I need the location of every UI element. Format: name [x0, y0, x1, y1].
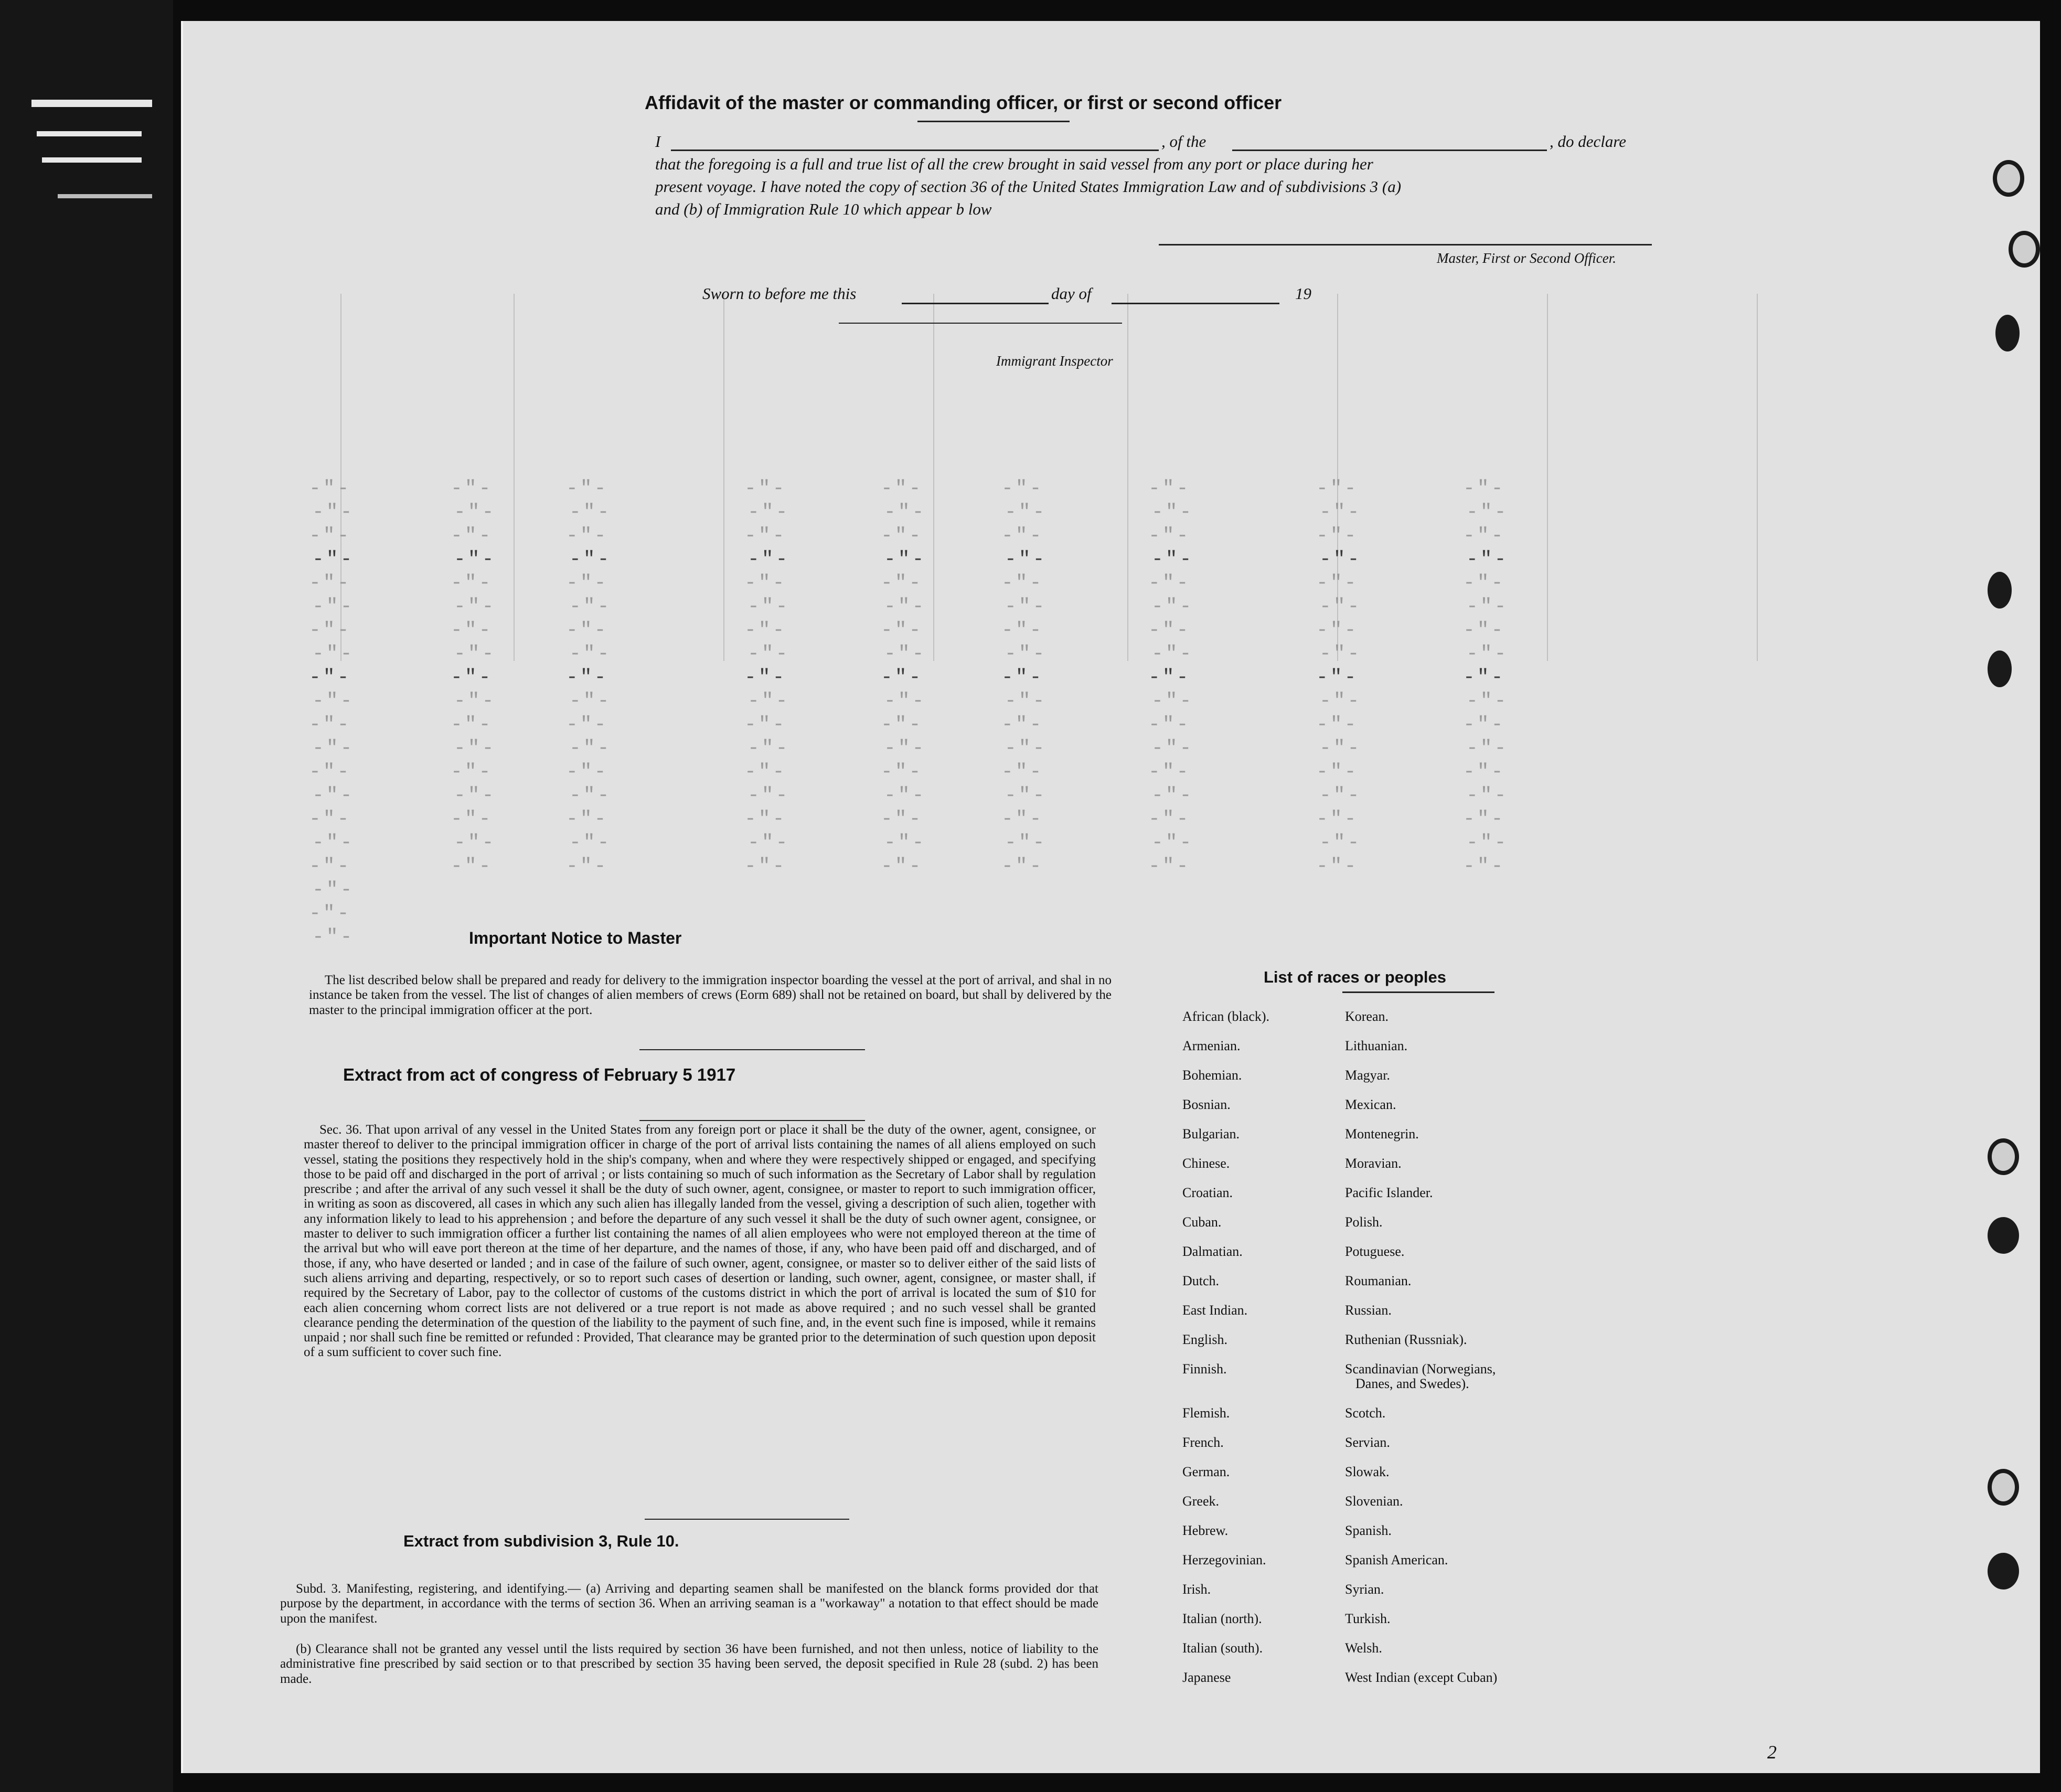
ditto-mark: -"-: [1151, 784, 1194, 807]
ditto-mark: -"-: [454, 690, 496, 712]
year-label: 19: [1295, 284, 1311, 303]
race-item: English.: [1182, 1332, 1227, 1347]
ditto-mark: -"-: [566, 619, 608, 642]
ditto-mark: -"-: [1148, 855, 1191, 878]
ditto-mark: -"-: [1148, 572, 1191, 594]
ditto-mark: -"-: [1319, 690, 1362, 712]
ditto-mark: -"-: [451, 855, 493, 878]
ditto-mark: -"-: [1466, 737, 1509, 760]
ditto-mark: -"-: [1319, 548, 1362, 571]
race-item: African (black).: [1182, 1009, 1270, 1024]
ditto-mark: -"-: [312, 784, 355, 807]
ditto-mark: -"-: [566, 761, 608, 783]
vessel-blank[interactable]: [1232, 150, 1547, 151]
race-item: Spanish.: [1345, 1523, 1392, 1538]
ditto-mark: -"-: [1319, 595, 1362, 618]
ditto-mark: -"-: [747, 737, 790, 760]
race-item: Turkish.: [1345, 1611, 1391, 1626]
inspector-label: Immigrant Inspector: [996, 353, 1113, 369]
ditto-mark: -"-: [1316, 572, 1359, 594]
race-item: Syrian.: [1345, 1582, 1384, 1597]
ditto-mark: -"-: [744, 855, 787, 878]
extract-rule-text-b: (b) Clearance shall not be granted any vessel until the lists required by section 36 have been furnished, and not then unless, notice of liability to the administrative fine prescribed by said section or to that prescribed by section 35 having been served, the deposit specified in Rule 28 (subd. 2) has been made.: [280, 1642, 1098, 1686]
ditto-mark: -"-: [454, 737, 496, 760]
ditto-mark: -"-: [451, 477, 493, 500]
race-item: Italian (south).: [1182, 1640, 1263, 1656]
ditto-mark: -"-: [1151, 690, 1194, 712]
ditto-mark: -"-: [1316, 808, 1359, 830]
ditto-mark: -"-: [451, 713, 493, 736]
ditto-mark: -"-: [566, 525, 608, 547]
ditto-mark: -"-: [747, 643, 790, 665]
affidavit-of-the: , of the: [1161, 132, 1206, 151]
ditto-mark: -"-: [569, 690, 612, 712]
race-item: Polish.: [1345, 1214, 1383, 1230]
ditto-mark: -"-: [454, 548, 496, 571]
ditto-mark: -"-: [1148, 477, 1191, 500]
ditto-mark: -"-: [1463, 619, 1505, 642]
ditto-mark: -"-: [312, 643, 355, 665]
ditto-mark: -"-: [747, 501, 790, 524]
ditto-mark: -"-: [1466, 690, 1509, 712]
ditto-mark: -"-: [309, 477, 351, 500]
races-column-2: [1345, 1002, 1618, 1692]
ditto-mark: -"-: [1316, 761, 1359, 783]
sworn-month-blank[interactable]: [1112, 303, 1279, 304]
affidavit-line-3: present voyage. I have noted the copy of section 36 of the United States Immigration Law and of subdivisions 3 (a): [655, 177, 1402, 196]
ditto-mark: -"-: [1001, 525, 1044, 547]
ditto-mark: -"-: [566, 666, 608, 689]
race-item: Irish.: [1182, 1582, 1211, 1597]
ditto-mark: -"-: [309, 619, 351, 642]
ditto-mark: -"-: [1151, 548, 1194, 571]
race-item: Bulgarian.: [1182, 1126, 1240, 1142]
ditto-mark: -"-: [881, 619, 923, 642]
binder-hole: [1988, 1469, 2019, 1506]
ditto-mark: -"-: [1148, 713, 1191, 736]
ditto-mark: -"-: [454, 784, 496, 807]
race-item: French.: [1182, 1435, 1224, 1450]
ditto-mark: -"-: [1463, 477, 1505, 500]
race-item: Moravian.: [1345, 1156, 1402, 1171]
extract-rule-text-a: Subd. 3. Manifesting, registering, and identifying.— (a) Arriving and departing seamen shall be manifested on the blanck forms provided dor that purpose by the department, in accordance with the terms of section 36. When an arriving seaman is a "workaway" a notation to that effect should be made upon the manifest.: [280, 1582, 1098, 1626]
ditto-mark: -"-: [566, 477, 608, 500]
ditto-mark: -"-: [451, 572, 493, 594]
ditto-mark: -"-: [1319, 737, 1362, 760]
ditto-mark: -"-: [569, 595, 612, 618]
extract-act-text: Sec. 36. That upon arrival of any vessel in the United States from any foreign port or place it shall be the duty of the owner, agent, consignee, or master thereof to deliver to the principal immigration officer in charge of the port of arrival lists containing the names of all aliens employed on such vessel, stating the positions they respectively hold in the ship's company, when and where they were respectively shipped or engaged, and specifying those to be paid off and discharged in the port of arrival ; or lists containing so much of such information as the Secretary of Labor shall by regulation prescribe ; and after the arrival of any such vessel it shall be the duty of such owner, agent, consignee, or master to report to such immigration officer, in writing as soon as discovered, all cases in which any such alien has illegally landed from the vessel, giving a description of such alien, together with any information likely to lead to his apprehension ; and before the departure of any such vessel it shall be the duty of such owner agent, consignee, or master to deliver to such immigration officer a further list containing the names of all alien employees who were not employed thereon at the time of the arrival but who will eave port thereon at the time of her departure, and the names of those, if any, who have been paid off and discharged, and of those, if any, who have deserted or landed ; and in case of the failure of such owner, agent, consignee, or master so to deliver either of the said lists of such aliens arriving and departing, respectively, or so to report such cases of desertion or landing, such owner, agent, consignee, or master shall, if required by the Secretary of Labor, pay to the collector of customs of the customs district in which the port of arrival is located the sum of $10 for each alien concerning whom correct lists are not delivered or a true report is not made as above required ; and no such vessel shall be granted clearance pending the determination of the question of the liability to the payment of such fine, and, in the event such fine is imposed, while it remains unpaid ; nor shall such fine be remitted or refunded : Provided, That clearance may be granted prior to the determination of such question upon deposit of a sum sufficient to cover such fine.: [304, 1123, 1096, 1360]
extract-divider: [639, 1120, 865, 1121]
race-item: Lithuanian.: [1345, 1038, 1408, 1053]
inspector-signature-line[interactable]: [839, 323, 1122, 324]
ditto-mark: -"-: [1319, 831, 1362, 854]
race-item: Slowak.: [1345, 1464, 1390, 1479]
ditto-mark: -"-: [1319, 501, 1362, 524]
sworn-label: Sworn to before me this: [702, 284, 857, 303]
affidavit-declare: , do declare: [1550, 132, 1627, 151]
ditto-mark: -"-: [1316, 619, 1359, 642]
binder-hole: [1993, 160, 2024, 197]
ditto-mark: -"-: [1463, 713, 1505, 736]
ditto-mark: -"-: [884, 595, 926, 618]
ditto-mark: -"-: [312, 690, 355, 712]
race-item: East Indian.: [1182, 1303, 1248, 1318]
notice-text: The list described below shall be prepared and ready for delivery to the immigration inspector boarding the vessel at the port of arrival, and shal in no instance be taken from the vessel. The list of changes of alien members of crews (Eorm 689) shall not be retained on board, but shall by delivered by the master to the principal immigration officer at the port.: [309, 973, 1112, 1017]
affidavit-i: I: [655, 132, 661, 151]
race-item: Servian.: [1345, 1435, 1390, 1450]
ditto-mark: -"-: [566, 572, 608, 594]
race-item: Roumanian.: [1345, 1273, 1412, 1288]
race-item: Montenegrin.: [1345, 1126, 1419, 1142]
affidavit-title: Affidavit of the master or commanding officer, or first or second officer: [645, 92, 1282, 113]
ditto-mark: -"-: [747, 831, 790, 854]
race-item: Magyar.: [1345, 1068, 1390, 1083]
ditto-mark: -"-: [884, 690, 926, 712]
ditto-mark: -"-: [1463, 525, 1505, 547]
ditto-mark: -"-: [1148, 525, 1191, 547]
ditto-mark: -"-: [309, 761, 351, 783]
manifest-page: [181, 21, 2040, 1773]
race-item: Spanish American.: [1345, 1552, 1448, 1567]
ditto-mark: -"-: [451, 808, 493, 830]
race-item: Danes, and Swedes).: [1355, 1376, 1469, 1391]
ditto-mark: -"-: [744, 572, 787, 594]
race-item: German.: [1182, 1464, 1230, 1479]
ditto-mark: -"-: [1001, 572, 1044, 594]
race-item: Bosnian.: [1182, 1097, 1231, 1112]
ditto-mark: -"-: [1005, 831, 1047, 854]
ditto-mark: -"-: [1319, 784, 1362, 807]
ditto-mark: -"-: [1316, 713, 1359, 736]
race-item: Armenian.: [1182, 1038, 1241, 1053]
binder-mark: [42, 157, 142, 163]
master-label: Master, First or Second Officer.: [1437, 250, 1616, 266]
ditto-mark: -"-: [1148, 666, 1191, 689]
binder-hole: [1988, 1138, 2019, 1175]
binder-hole: [1988, 1217, 2019, 1254]
ditto-mark: -"-: [309, 808, 351, 830]
race-item: Hebrew.: [1182, 1523, 1229, 1538]
binder-mark: [37, 131, 142, 136]
ditto-mark: -"-: [566, 713, 608, 736]
race-item: Scotch.: [1345, 1405, 1386, 1421]
ditto-mark: -"-: [1466, 784, 1509, 807]
ditto-mark: -"-: [1151, 595, 1194, 618]
master-signature-line[interactable]: [1159, 244, 1652, 246]
ditto-mark: -"-: [569, 643, 612, 665]
race-item: Dalmatian.: [1182, 1244, 1243, 1259]
ditto-mark: -"-: [312, 926, 355, 948]
race-item: Herzegovinian.: [1182, 1552, 1266, 1567]
ditto-mark: -"-: [1148, 808, 1191, 830]
races-underline: [1342, 991, 1494, 993]
ditto-mark: -"-: [569, 784, 612, 807]
ditto-mark: -"-: [309, 855, 351, 878]
ditto-mark: -"-: [1316, 525, 1359, 547]
ditto-mark: -"-: [1148, 761, 1191, 783]
ditto-mark: -"-: [454, 643, 496, 665]
race-item: Russian.: [1345, 1303, 1392, 1318]
race-item: Finnish.: [1182, 1361, 1227, 1377]
ditto-mark: -"-: [744, 477, 787, 500]
race-item: Welsh.: [1345, 1640, 1382, 1656]
ditto-mark: -"-: [309, 713, 351, 736]
ditto-mark: -"-: [451, 525, 493, 547]
ditto-mark: -"-: [1151, 737, 1194, 760]
ditto-mark: -"-: [1466, 831, 1509, 854]
ditto-mark: -"-: [744, 666, 787, 689]
ditto-mark: -"-: [884, 643, 926, 665]
ditto-mark: -"-: [881, 761, 923, 783]
ditto-mark: -"-: [744, 808, 787, 830]
title-underline: [917, 121, 1070, 122]
ditto-mark: -"-: [884, 737, 926, 760]
race-item: Greek.: [1182, 1494, 1220, 1509]
ditto-mark: -"-: [451, 666, 493, 689]
race-item: West Indian (except Cuban): [1345, 1670, 1498, 1685]
ditto-mark: -"-: [1463, 572, 1505, 594]
ditto-mark: -"-: [1005, 643, 1047, 665]
ditto-mark: -"-: [1466, 595, 1509, 618]
ditto-mark: -"-: [309, 902, 351, 925]
binder-strip: [0, 0, 173, 1792]
race-item: Scandinavian (Norwegians,: [1345, 1361, 1496, 1377]
ditto-mark: -"-: [747, 595, 790, 618]
race-item: Italian (north).: [1182, 1611, 1262, 1626]
race-item: Korean.: [1345, 1009, 1389, 1024]
ditto-mark: -"-: [1001, 666, 1044, 689]
ditto-mark: -"-: [744, 619, 787, 642]
ditto-mark: -"-: [569, 548, 612, 571]
ditto-mark: -"-: [881, 572, 923, 594]
ditto-mark: -"-: [1319, 643, 1362, 665]
ditto-mark: -"-: [884, 831, 926, 854]
ditto-mark: -"-: [744, 525, 787, 547]
extract-rule-title: Extract from subdivision 3, Rule 10.: [403, 1532, 679, 1550]
ditto-mark: -"-: [312, 831, 355, 854]
affidavit-line-4: and (b) of Immigration Rule 10 which appear b low: [655, 200, 992, 218]
race-item: Mexican.: [1345, 1097, 1396, 1112]
race-item: Ruthenian (Russniak).: [1345, 1332, 1467, 1347]
ditto-mark: -"-: [451, 761, 493, 783]
ditto-mark: -"-: [312, 501, 355, 524]
ditto-mark: -"-: [1005, 595, 1047, 618]
ditto-mark: -"-: [312, 548, 355, 571]
ditto-mark: -"-: [1463, 761, 1505, 783]
page-number: 2: [1767, 1742, 1777, 1763]
ditto-mark: -"-: [884, 501, 926, 524]
ditto-mark: -"-: [881, 855, 923, 878]
ditto-mark: -"-: [1001, 477, 1044, 500]
race-item: Bohemian.: [1182, 1068, 1242, 1083]
ditto-mark: -"-: [451, 619, 493, 642]
race-item: Potuguese.: [1345, 1244, 1405, 1259]
ditto-mark: -"-: [881, 713, 923, 736]
binder-mark: [31, 100, 152, 107]
ditto-mark: -"-: [884, 784, 926, 807]
ditto-mark: -"-: [1151, 643, 1194, 665]
ditto-mark: -"-: [569, 737, 612, 760]
affidavit-line-2: that the foregoing is a full and true list of all the crew brought in said vessel from any port or place during her: [655, 155, 1373, 173]
ditto-mark: -"-: [454, 831, 496, 854]
ditto-mark: -"-: [744, 713, 787, 736]
ditto-mark: -"-: [881, 477, 923, 500]
binder-hole: [1995, 315, 2020, 351]
ghost-row: [183, 926, 2040, 963]
ditto-mark: -"-: [1001, 619, 1044, 642]
ditto-mark: -"-: [309, 525, 351, 547]
ditto-mark: -"-: [1001, 855, 1044, 878]
race-item: Cuban.: [1182, 1214, 1222, 1230]
ditto-mark: -"-: [312, 737, 355, 760]
ditto-mark: -"-: [1005, 737, 1047, 760]
ditto-mark: -"-: [309, 572, 351, 594]
ditto-mark: -"-: [312, 879, 355, 901]
rule-divider: [645, 1519, 849, 1520]
ditto-mark: -"-: [1001, 713, 1044, 736]
ditto-mark: -"-: [569, 501, 612, 524]
ditto-mark: -"-: [454, 595, 496, 618]
ditto-mark: -"-: [1466, 548, 1509, 571]
races-column-1: [1182, 1002, 1371, 1692]
races-title: List of races or peoples: [1264, 968, 1446, 986]
ditto-mark: -"-: [566, 855, 608, 878]
sworn-day-blank[interactable]: [902, 303, 1049, 304]
ditto-mark: -"-: [569, 831, 612, 854]
ditto-mark: -"-: [744, 761, 787, 783]
ditto-mark: -"-: [309, 666, 351, 689]
ditto-mark: -"-: [1005, 784, 1047, 807]
ditto-mark: -"-: [1005, 548, 1047, 571]
ditto-mark: -"-: [881, 525, 923, 547]
ditto-mark: -"-: [884, 548, 926, 571]
ditto-mark: -"-: [747, 690, 790, 712]
ditto-mark: -"-: [1151, 501, 1194, 524]
day-of-label: day of: [1051, 284, 1092, 303]
ditto-mark: -"-: [1466, 643, 1509, 665]
ditto-mark: -"-: [1316, 666, 1359, 689]
ditto-mark: -"-: [1005, 690, 1047, 712]
race-item: [1182, 1384, 1371, 1399]
ditto-mark: -"-: [881, 808, 923, 830]
binder-hole: [1988, 1553, 2019, 1590]
race-item: Chinese.: [1182, 1156, 1230, 1171]
race-item: Croatian.: [1182, 1185, 1233, 1200]
notice-title: Important Notice to Master: [469, 929, 682, 947]
ditto-mark: -"-: [1463, 666, 1505, 689]
ditto-mark: -"-: [454, 501, 496, 524]
race-item: Flemish.: [1182, 1405, 1230, 1421]
ditto-mark: -"-: [1001, 808, 1044, 830]
ditto-mark: -"-: [1001, 761, 1044, 783]
ditto-mark: -"-: [1463, 855, 1505, 878]
race-item: Slovenian.: [1345, 1494, 1403, 1509]
name-blank[interactable]: [671, 150, 1159, 151]
extract-act-title: Extract from act of congress of February 5 1917: [343, 1065, 736, 1084]
ditto-mark: -"-: [312, 595, 355, 618]
ditto-mark: -"-: [1316, 855, 1359, 878]
ditto-mark: -"-: [881, 666, 923, 689]
race-item: Pacific Islander.: [1345, 1185, 1433, 1200]
ditto-mark: -"-: [1316, 477, 1359, 500]
binder-hole: [2009, 231, 2040, 268]
ditto-mark: -"-: [1151, 831, 1194, 854]
binder-mark: [58, 194, 152, 198]
race-item: Dutch.: [1182, 1273, 1220, 1288]
notice-divider: [639, 1049, 865, 1050]
ditto-mark: -"-: [1466, 501, 1509, 524]
ditto-mark: -"-: [747, 548, 790, 571]
ditto-mark: -"-: [747, 784, 790, 807]
ditto-mark: -"-: [566, 808, 608, 830]
ditto-mark: -"-: [1005, 501, 1047, 524]
ditto-mark: -"-: [1148, 619, 1191, 642]
ditto-mark: -"-: [1463, 808, 1505, 830]
race-item: Japanese: [1182, 1670, 1231, 1685]
